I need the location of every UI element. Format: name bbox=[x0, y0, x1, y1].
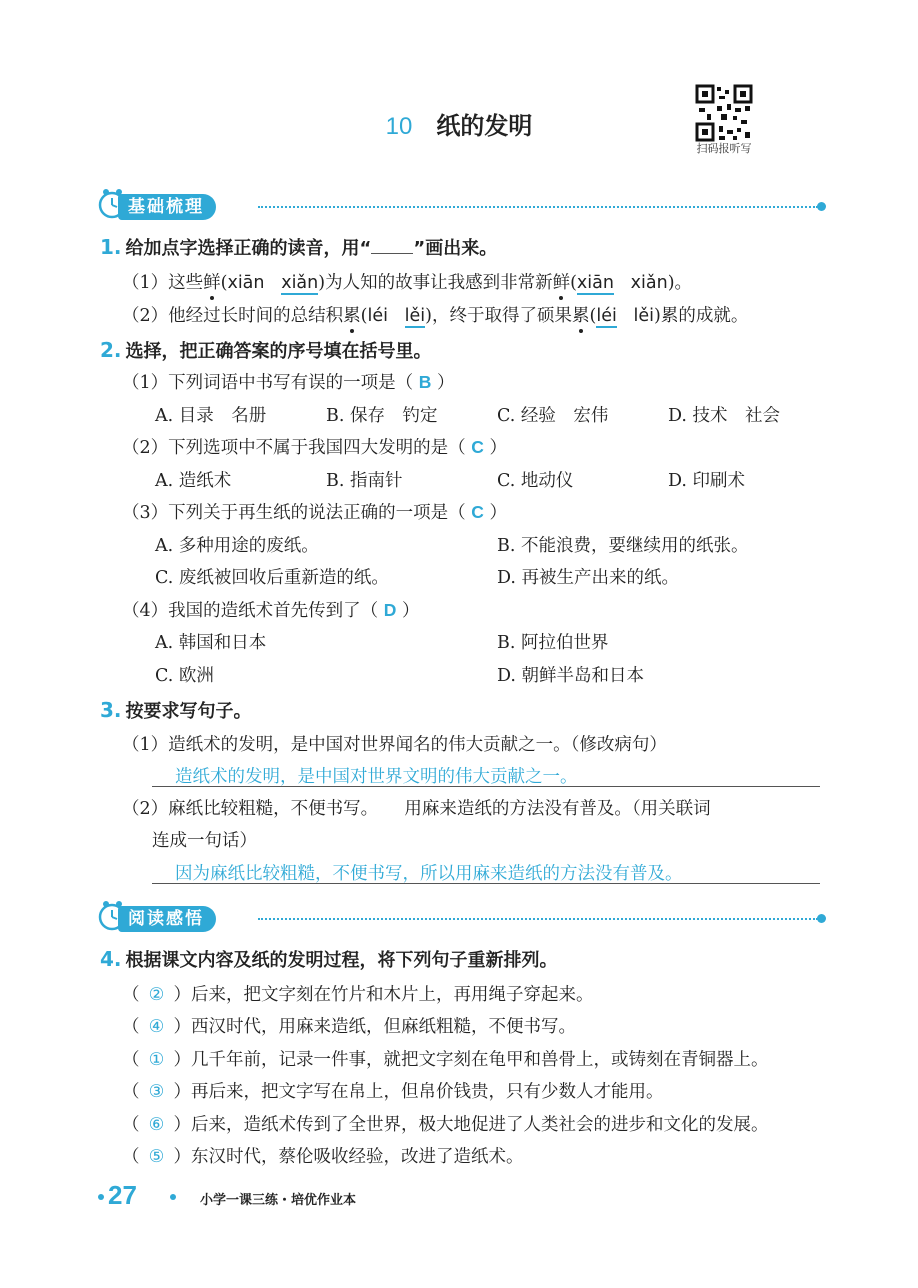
q2-sub1-opt-d: D. 技术 社会 bbox=[668, 406, 781, 426]
question-number: 4. bbox=[100, 947, 122, 971]
question-3-heading bbox=[100, 697, 252, 723]
order-answer[interactable]: ① bbox=[148, 1050, 165, 1070]
q2-sub4-opt-d: D. 朝鲜半岛和日本 bbox=[497, 666, 645, 686]
qr-code-icon[interactable] bbox=[695, 84, 753, 142]
question-number: 1. bbox=[100, 235, 122, 259]
dotted-divider bbox=[258, 206, 818, 208]
question-2-heading bbox=[100, 337, 432, 363]
answer[interactable]: C bbox=[471, 502, 484, 522]
q3-sub2-stem: （2）麻纸比较粗糙，不便书写。 用麻来造纸的方法没有普及。（用关联词 bbox=[122, 799, 711, 819]
text: （ bbox=[122, 1017, 140, 1037]
q2-sub1-stem bbox=[122, 369, 454, 394]
text: )为人知的故事让我感到非常新 bbox=[318, 273, 553, 293]
pinyin-option-selected[interactable]: lěi bbox=[404, 306, 426, 326]
q2-sub4-opt-a: A. 韩国和日本 bbox=[155, 633, 267, 653]
dotted-char: 鲜 bbox=[203, 269, 221, 294]
q2-sub2-opt-a: A. 造纸术 bbox=[155, 471, 232, 491]
q4-item bbox=[122, 1111, 769, 1136]
text: ）后来，造纸术传到了全世界，极大地促进了人类社会的进步和文化的发展。 bbox=[173, 1115, 769, 1135]
section-label: 阅读感悟 bbox=[118, 906, 216, 932]
pinyin-option-selected[interactable]: léi bbox=[596, 306, 617, 326]
q2-sub4-opt-c: C. 欧洲 bbox=[155, 666, 214, 686]
text: （1）下列词语中书写有误的一项是（ bbox=[122, 373, 414, 393]
text: （ bbox=[122, 1147, 140, 1167]
q3-sub1-stem: （1）造纸术的发明，是中国对世界闻名的伟大贡献之一。（修改病句） bbox=[122, 735, 667, 755]
q1-line-2 bbox=[122, 302, 748, 327]
text: )，终于取得了硕果 bbox=[425, 306, 572, 326]
text: （3）下列关于再生纸的说法正确的一项是（ bbox=[122, 503, 466, 523]
pinyin-option-selected[interactable]: xiǎn bbox=[281, 273, 319, 293]
page-number: 27 bbox=[108, 1180, 137, 1210]
text: ） bbox=[489, 438, 507, 458]
q2-sub1-opt-b: B. 保存 钓定 bbox=[326, 406, 438, 426]
q2-sub3-opt-d: D. 再被生产出来的纸。 bbox=[497, 568, 680, 588]
dotted-char: 累 bbox=[343, 302, 361, 327]
text: （2）他经过长时间的总结积 bbox=[122, 306, 344, 326]
answer[interactable]: B bbox=[418, 372, 432, 392]
lesson-number: 10 bbox=[385, 113, 413, 140]
q2-sub1-opt-c: C. 经验 宏伟 bbox=[497, 406, 609, 426]
footer-title: 小学一课三练・培优作业本 bbox=[200, 1193, 357, 1208]
question-4-heading bbox=[100, 946, 558, 972]
pinyin-option[interactable]: lěi bbox=[633, 306, 655, 326]
answer[interactable]: D bbox=[383, 600, 397, 620]
question-text-tail: ”画出来。 bbox=[413, 238, 498, 259]
order-answer[interactable]: ⑤ bbox=[148, 1147, 165, 1167]
text: ）后来，把文字刻在竹片和木片上，再用绳子穿起来。 bbox=[173, 985, 594, 1005]
text: ( bbox=[360, 306, 368, 326]
q2-sub3-opt-a: A. 多种用途的废纸。 bbox=[155, 536, 319, 556]
text: ）几千年前，记录一件事，就把文字刻在龟甲和兽骨上，或铸刻在青铜器上。 bbox=[173, 1050, 769, 1070]
page-title bbox=[0, 106, 918, 141]
pinyin-option[interactable]: xiǎn bbox=[630, 273, 668, 293]
section-header-reading bbox=[96, 898, 826, 938]
lesson-title: 纸的发明 bbox=[436, 111, 533, 140]
underline-sample bbox=[371, 253, 413, 254]
footer-dot bbox=[98, 1194, 104, 1200]
q2-sub1-opt-a: A. 目录 名册 bbox=[155, 406, 267, 426]
pinyin-option[interactable]: xiān bbox=[227, 273, 265, 293]
divider-end-dot bbox=[817, 202, 826, 211]
answer-line bbox=[152, 786, 820, 787]
q4-item bbox=[122, 1078, 664, 1103]
question-number: 2. bbox=[100, 338, 122, 362]
text: )。 bbox=[667, 273, 693, 293]
text: （ bbox=[122, 985, 140, 1005]
text: （1）这些 bbox=[122, 273, 204, 293]
q2-sub3-opt-b: B. 不能浪费，要继续用的纸张。 bbox=[497, 536, 749, 556]
q4-item bbox=[122, 981, 594, 1006]
q3-sub1-answer[interactable]: 造纸术的发明，是中国对世界文明的伟大贡献之一。 bbox=[175, 767, 578, 787]
q1-line-1 bbox=[122, 269, 692, 294]
text: ( bbox=[589, 306, 597, 326]
q2-sub3-opt-c: C. 废纸被回收后重新造的纸。 bbox=[155, 568, 389, 588]
text: ） bbox=[489, 503, 507, 523]
q2-sub2-stem bbox=[122, 434, 507, 459]
text: （4）我国的造纸术首先传到了（ bbox=[122, 601, 379, 621]
q4-item bbox=[122, 1143, 524, 1168]
order-answer[interactable]: ③ bbox=[148, 1082, 165, 1102]
question-text: 选择，把正确答案的序号填在括号里。 bbox=[125, 341, 432, 362]
text: ） bbox=[436, 373, 455, 393]
text: （ bbox=[122, 1082, 140, 1102]
text: ( bbox=[220, 273, 228, 293]
q4-item bbox=[122, 1013, 576, 1038]
text: ( bbox=[570, 273, 577, 293]
q2-sub4-opt-b: B. 阿拉伯世界 bbox=[497, 633, 609, 653]
text: ）西汉时代，用麻来造纸，但麻纸粗糙，不便书写。 bbox=[173, 1017, 576, 1037]
text: ）东汉时代，蔡伦吸收经验，改进了造纸术。 bbox=[173, 1147, 524, 1167]
q3-sub2-answer[interactable]: 因为麻纸比较粗糙，不便书写，所以用麻来造纸的方法没有普及。 bbox=[175, 864, 683, 884]
text: ） bbox=[401, 601, 420, 621]
question-text: 给加点字选择正确的读音，用“ bbox=[125, 238, 372, 259]
footer-dot bbox=[170, 1194, 176, 1200]
answer-line bbox=[152, 883, 820, 884]
question-number: 3. bbox=[100, 698, 122, 722]
q2-sub2-opt-d: D. 印刷术 bbox=[668, 471, 746, 491]
text: （2）下列选项中不属于我国四大发明的是（ bbox=[122, 438, 466, 458]
pinyin-option[interactable]: léi bbox=[367, 306, 388, 326]
q3-sub2-stem-cont: 连成一句话） bbox=[152, 831, 257, 851]
order-answer[interactable]: ② bbox=[148, 985, 165, 1005]
q2-sub2-opt-b: B. 指南针 bbox=[326, 471, 403, 491]
section-label: 基础梳理 bbox=[118, 194, 216, 220]
question-text: 按要求写句子。 bbox=[125, 701, 252, 722]
order-answer[interactable]: ⑥ bbox=[148, 1115, 165, 1135]
text: （ bbox=[122, 1050, 140, 1070]
pinyin-option-selected[interactable]: xiān bbox=[576, 273, 614, 293]
question-1-heading bbox=[100, 234, 497, 260]
qr-caption: 扫码报听写 bbox=[696, 142, 752, 155]
q2-sub4-stem bbox=[122, 597, 419, 622]
q2-sub2-opt-c: C. 地动仪 bbox=[497, 471, 574, 491]
section-header-basic bbox=[96, 186, 826, 226]
order-answer[interactable]: ④ bbox=[148, 1017, 165, 1037]
text: )累的成就。 bbox=[654, 306, 749, 326]
question-text: 根据课文内容及纸的发明过程，将下列句子重新排列。 bbox=[125, 950, 558, 971]
q2-sub3-stem bbox=[122, 499, 507, 524]
text: ）再后来，把文字写在帛上，但帛价钱贵，只有少数人才能用。 bbox=[173, 1082, 664, 1102]
dotted-char: 累 bbox=[572, 302, 590, 327]
q4-item bbox=[122, 1046, 769, 1071]
dotted-divider bbox=[258, 918, 818, 920]
dotted-char: 鲜 bbox=[553, 269, 571, 294]
text: （ bbox=[122, 1115, 140, 1135]
answer[interactable]: C bbox=[471, 437, 484, 457]
divider-end-dot bbox=[817, 914, 826, 923]
